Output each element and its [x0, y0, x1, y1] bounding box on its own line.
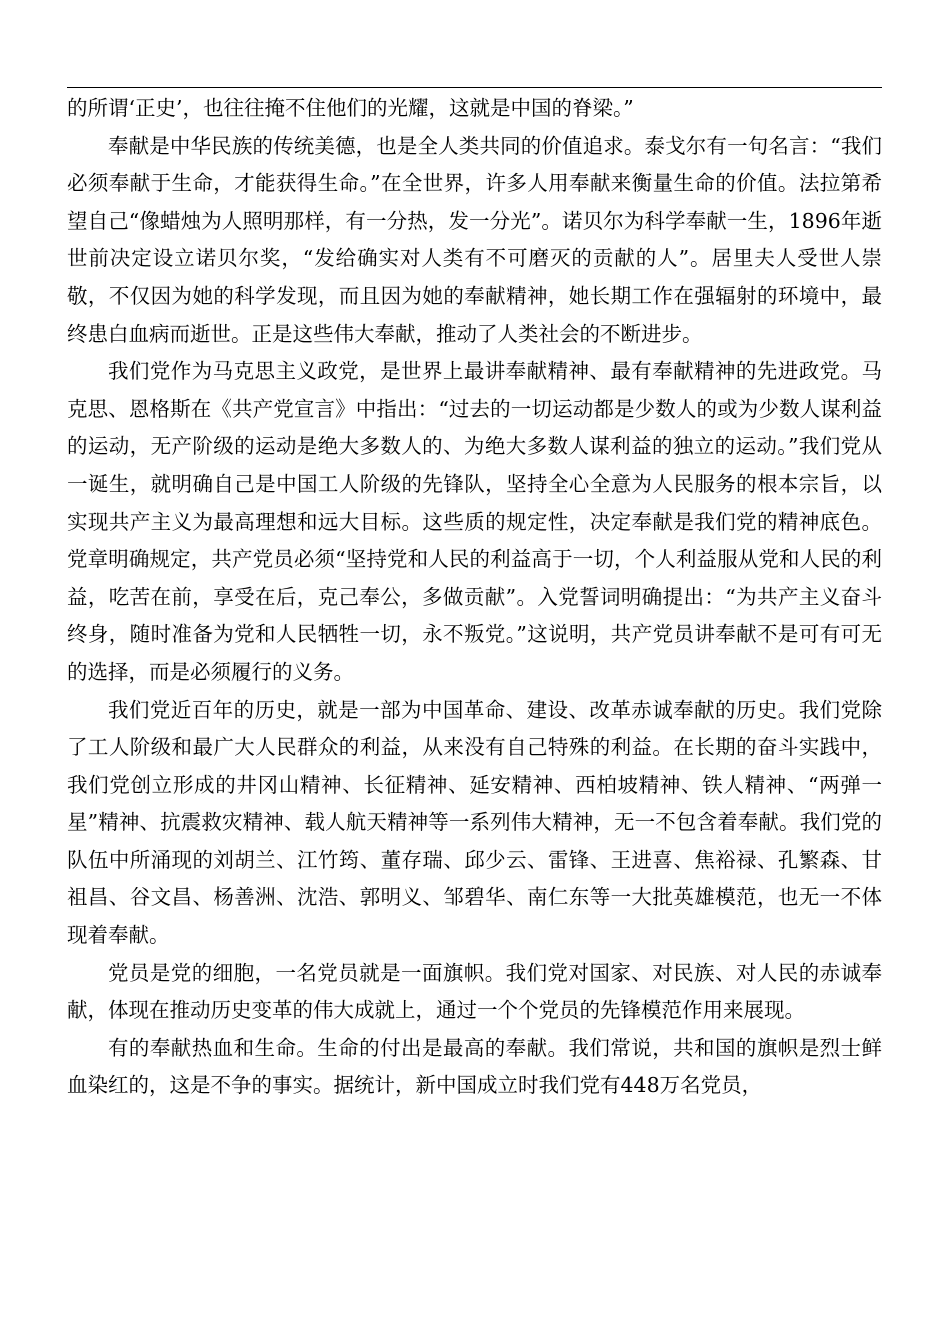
- paragraph-party-history: 我们党近百年的历史，就是一部为中国革命、建设、改革赤诚奉献的历史。我们党除了工人阶级和最广大人民群众的利益，从来没有自己特殊的利益。在长期的奋斗实践中，我们党创立形成的井冈山精神、长征精神、延安精神、西柏坡精神、铁人精神、“两弹一星”精神、抗震救灾精神、载人航天精神等一系列伟大精神，无一不包含着奉献。我们党的队伍中所涌现的刘胡兰、江竹筠、董存瑞、邱少云、雷锋、王进喜、焦裕禄、孔繁森、甘祖昌、谷文昌、杨善洲、沈浩、郭明义、邹碧华、南仁东等一大批英雄模范，也无一不体现着奉献。: [67, 697, 882, 948]
- header-rule: [67, 87, 882, 88]
- paragraph-blood-and-life: 有的奉献热血和生命。生命的付出是最高的奉献。我们常说，共和国的旗帜是烈士鲜血染红的，这是不争的事实。据统计，新中国成立时我们党有448万名党员，: [67, 1035, 882, 1098]
- paragraph-party-members: 党员是党的细胞，一名党员就是一面旗帜。我们党对国家、对民族、对人民的赤诚奉献，体现在推动历史变革的伟大成就上，通过一个个党员的先锋模范作用来展现。: [67, 960, 882, 1023]
- paragraph-dedication-virtue: 奉献是中华民族的传统美德，也是全人类共同的价值追求。泰戈尔有一句名言：“我们必须奉献于生命，才能获得生命。”在全世界，许多人用奉献来衡量生命的价值。法拉第希望自己“像蜡烛为人照明那样，有一分热，发一分光”。诺贝尔为科学奉献一生，1896年逝世前决定设立诺贝尔奖，“发给确实对人类有不可磨灭的贡献的人”。居里夫人受世人崇敬，不仅因为她的科学发现，而且因为她的奉献精神，她长期工作在强辐射的环境中，最终患白血病而逝世。正是这些伟大奉献，推动了人类社会的不断进步。: [67, 133, 882, 346]
- body-text: [67, 90, 882, 1105]
- paragraph-marxist-party: 我们党作为马克思主义政党，是世界上最讲奉献精神、最有奉献精神的先进政党。马克思、恩格斯在《共产党宣言》中指出：“过去的一切运动都是少数人的或为少数人谋利益的运动，无产阶级的运动是绝大多数人的、为绝大多数人谋利益的独立的运动。”我们党从一诞生，就明确自己是中国工人阶级的先锋队，坚持全心全意为人民服务的根本宗旨，以实现共产主义为最高理想和远大目标。这些质的规定性，决定奉献是我们党的精神底色。党章明确规定，共产党员必须“坚持党和人民的利益高于一切，个人利益服从党和人民的利益，吃苦在前，享受在后，克己奉公，多做贡献”。入党誓词明确提出：“为共产主义奋斗终身，随时准备为党和人民牺牲一切，永不叛党。”这说明，共产党员讲奉献不是可有可无的选择，而是必须履行的义务。: [67, 359, 882, 684]
- paragraph-continuation: 的所谓‘正史’，也往往掩不住他们的光耀，这就是中国的脊梁。”: [67, 96, 634, 120]
